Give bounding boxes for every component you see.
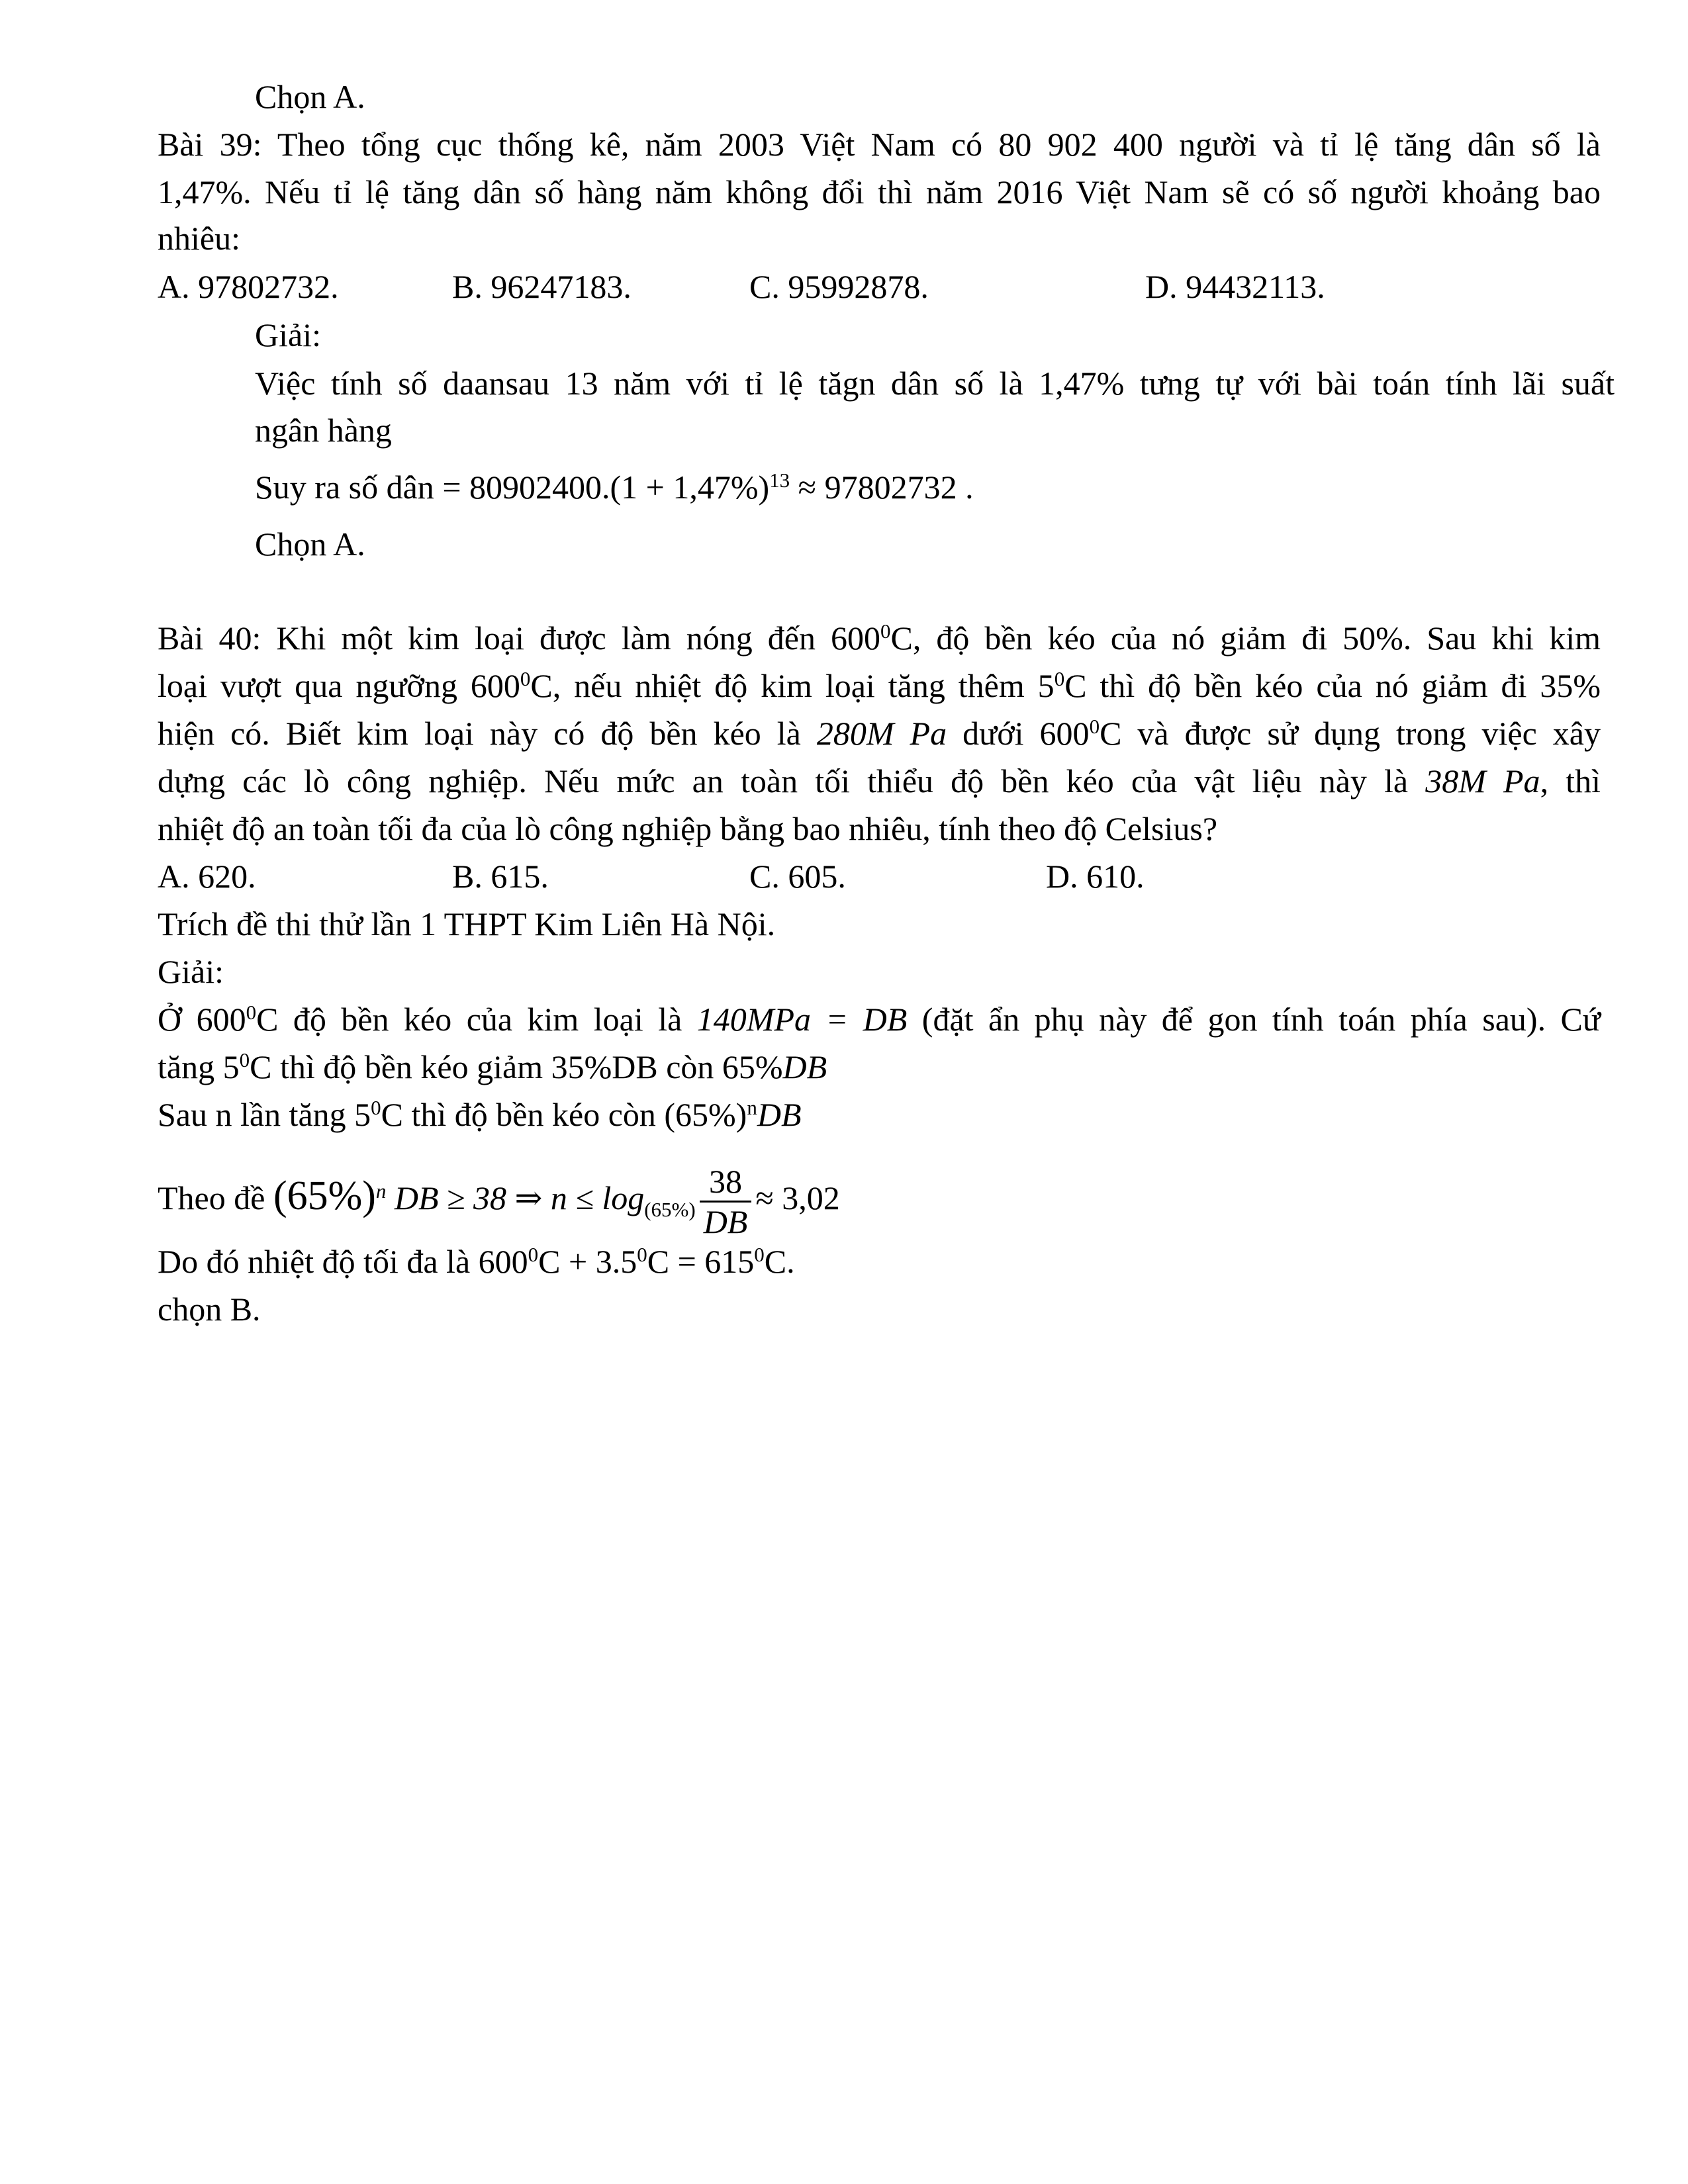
problem-39-option-b: B. 96247183. [452,268,632,305]
fraction-denominator: DB [703,1203,748,1241]
problem-39-solution-label: Giải: [255,316,321,353]
problem-40-line-5: nhiệt độ an toàn tối đa của lò công nghiệp bằng bao nhiêu, tính theo độ Celsius? [158,810,1218,847]
formula-prefix: Suy ra số dân [255,469,443,506]
problem-39-option-d: D. 94432113. [1145,268,1325,305]
formula-result: ≈ 97802732 . [790,469,974,506]
text: C và được sử dụng trong việc xây [1100,715,1601,752]
text: Do đó nhiệt độ tối đa là 600 [158,1243,528,1280]
text: C độ bền kéo của kim loại là [256,1001,697,1038]
text: dựng các lò công nghiệp. Nếu mức an toàn tối thiểu độ bền kéo của vật liệu này là [158,762,1426,799]
math-expression: DB ≥ 38 ⇒ n ≤ log [386,1179,645,1216]
problem-40-line-2 [158,666,1601,710]
fraction-numerator: 38 [700,1162,752,1203]
log-base: (65%) [644,1197,696,1221]
text: C + 3.5 [538,1243,637,1280]
text: dưới 600 [947,715,1090,752]
exponent: n [375,1179,387,1203]
degree-superscript: 0 [246,1000,257,1024]
problem-39-option-c: C. 95992878. [749,268,929,305]
math-value: DB [757,1096,802,1133]
formula-expression: = 80902400.(1 + 1,47%) [442,469,770,506]
text: , thì [1540,762,1601,799]
text: (đặt ẩn phụ này để gon tính toán phía sau). Cứ [907,1001,1601,1038]
text: C = 615 [647,1243,755,1280]
degree-superscript: 0 [754,1242,765,1266]
problem-39-line-2: 1,47%. Nếu tỉ lệ tăng dân số hàng năm không đổi thì năm 2016 Việt Nam sẽ có số người khoảng bao [158,173,1601,210]
problem-40-solution-line-1 [158,999,1601,1044]
degree-superscript: 0 [239,1048,250,1071]
problem-40-solution-line-5 [158,1242,795,1286]
problem-40-solution-line-3 [158,1095,802,1139]
text: Bài 40: Khi một kim loại được làm nóng đến 600 [158,619,880,657]
degree-superscript: 0 [1089,714,1100,738]
formula-exponent: 13 [769,468,790,492]
problem-39-solution-line-2: ngân hàng [255,412,392,449]
math-result: ≈ 3,02 [755,1179,840,1216]
math-value: 140MPa = DB [696,1001,908,1038]
problem-40-answer: chọn B. [158,1291,261,1328]
problem-40-source: Trích đề thi thử lần 1 THPT Kim Liên Hà Nội. [158,905,776,942]
problem-39-line-1: Bài 39: Theo tổng cục thống kê, năm 2003 Việt Nam có 80 902 400 người và tỉ lệ tăng dân số là [158,126,1601,163]
text: C, độ bền kéo của nó giảm đi 50%. Sau khi kim [890,619,1601,657]
problem-40-option-a: A. 620. [158,858,256,895]
problem-40-solution-label: Giải: [158,953,224,990]
problem-39-option-a: A. 97802732. [158,268,339,305]
text: tăng 5 [158,1048,240,1085]
text: C thì độ bền kéo giảm 35%DB còn 65% [250,1048,783,1085]
problem-39-line-3: nhiêu: [158,220,240,257]
problem-39-solution-line-1: Việc tính số daansau 13 năm với tỉ lệ tăgn dân số là 1,47% tưng tự với bài toán tính lãi suất [255,365,1615,402]
previous-answer: Chọn A. [255,78,365,115]
degree-superscript: 0 [528,1242,539,1266]
problem-39-answer: Chọn A. [255,525,365,563]
degree-superscript: 0 [371,1095,381,1119]
fraction [700,1162,752,1241]
text: Sau n lần tăng 5 [158,1096,371,1133]
problem-39-formula [255,467,974,512]
text: hiện có. Biết kim loại này có độ bền kéo là [158,715,817,752]
degree-superscript: 0 [637,1242,647,1266]
problem-40-option-d: D. 610. [1046,858,1145,895]
text: Ở 600 [158,1001,246,1038]
math-base: (65%) [273,1173,376,1218]
problem-40-option-b: B. 615. [452,858,549,895]
text: C. [764,1243,795,1280]
degree-superscript: 0 [1054,666,1065,690]
math-value: 38M Pa [1425,762,1540,799]
degree-superscript: 0 [520,666,531,690]
problem-40-line-3 [158,713,1601,758]
text: Theo đề [158,1179,273,1216]
problem-40-line-1 [158,618,1601,662]
degree-superscript: 0 [880,619,891,643]
exponent: n [747,1095,757,1119]
problem-40-solution-inequality [158,1146,840,1252]
text: C thì độ bền kéo của nó giảm đi 35% [1064,667,1601,704]
math-value: 280M Pa [816,715,947,752]
text: C thì độ bền kéo còn (65%) [381,1096,747,1133]
text: loại vượt qua ngưỡng 600 [158,667,520,704]
problem-40-line-4 [158,761,1601,801]
problem-40-solution-line-2 [158,1047,827,1091]
math-value: DB [782,1048,827,1085]
problem-40-option-c: C. 605. [749,858,846,895]
text: C, nếu nhiệt độ kim loại tăng thêm 5 [530,667,1055,704]
